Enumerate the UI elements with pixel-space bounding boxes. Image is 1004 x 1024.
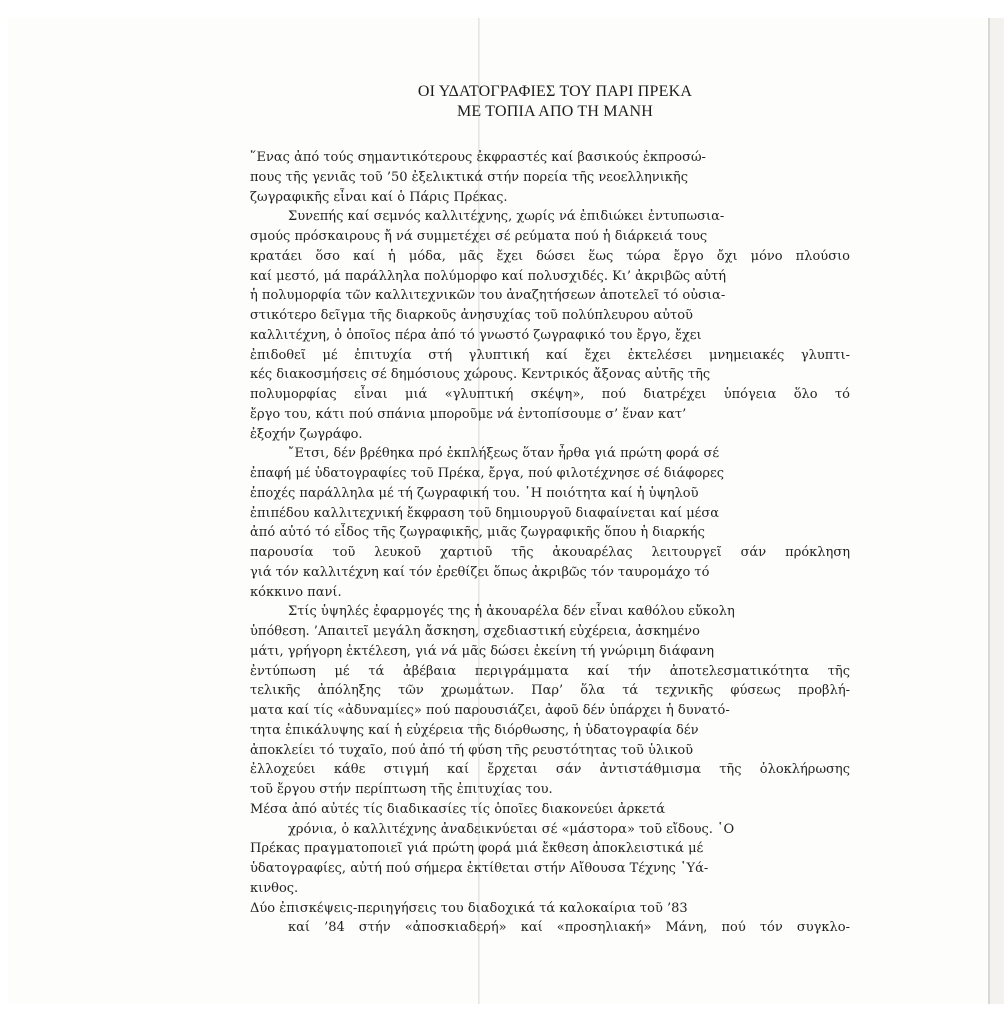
text-line: ἐπιπέδου καλλιτεχνική ἔκφραση τοῦ δημιουργοῦ διαφαίνεται καί μέσα [250, 505, 720, 521]
text-line: τητα ἐπικάλυψης καί ἡ εὐχέρεια τῆς διόρθωσης, ἡ ὑδατογραφία δέν [250, 722, 699, 738]
text-line: σμούς πρόσκαιρους ἤ νά συμμετέχει σέ ρεύματα πού ἡ διάρκειά τους [250, 229, 708, 244]
text-line: κινθος. [250, 880, 299, 896]
text-line: καί ’84 στήν «ἀποσκιαδερή» καί «προσηλιακή» Μάνη, πού τόν συγκλο- [288, 920, 850, 936]
title-line-1: ΟΙ ΥΔΑΤΟΓΡΑΦΙΕΣ ΤΟΥ ΠΑΡΙ ΠΡΕΚΑ [417, 83, 693, 100]
text-line: Συνεπής καί σεμνός καλλιτέχνης, χωρίς νά ἐπιδιώκει ἐντυπωσια- [288, 209, 725, 225]
text-line: τοῦ ἔργου στήν περίπτωση τῆς ἐπιτυχίας του. [250, 782, 553, 797]
text-line: ἀπό αὐτό τό εἶδος τῆς ζωγραφικῆς, μιᾶς ζωγραφικῆς ὅπου ἡ διαρκής [250, 525, 705, 541]
text-line: μάτι, γρήγορη ἐκτέλεση, γιά νά μᾶς δώσει ἐκείνη τή γνώριμη διάφανη [250, 643, 715, 659]
text-line: ἐξοχήν ζωγράφο. [250, 426, 363, 442]
text-line: ζωγραφικῆς εἶναι καί ὁ Πάρις Πρέκας. [250, 189, 508, 205]
text-line: ἐπιδοθεῖ μέ ἐπιτυχία στή γλυπτική καί ἔχει ἐκτελέσει μνημειακές γλυπτι- [250, 347, 850, 363]
text-line: κρατάει ὅσο καί ἡ μόδα, μᾶς ἔχει δώσει ἕως τώρα ἔργο ὄχι μόνο πλούσιο [250, 248, 850, 264]
text-line: ἐντύπωση μέ τά ἀβέβαια περιγράμματα καί τήν ἀποτελεσματικότητα τῆς [250, 663, 850, 679]
text-line: καί μεστό, μά παράλληλα πολύμορφο καί πολυσχιδές. Κι’ ἀκριβῶς αὐτή [250, 268, 726, 284]
title-line-2: ΜΕ ΤΟΠΙΑ ΑΠΟ ΤΗ ΜΑΝΗ [456, 103, 653, 120]
text-line: ἔργο του, κάτι πού σπάνια μποροῦμε νά ἐντοπίσουμε σ’ ἕναν κατ’ [250, 406, 687, 422]
text-line: ῞Ενας ἀπό τούς σημαντικότερους ἐκφραστές καί βασικούς ἐκπροσώ- [250, 150, 706, 165]
text-line: ἀποκλείει τό τυχαῖο, πού ἀπό τή φύση τῆς ρευστότητας τοῦ ὑλικοῦ [250, 742, 694, 758]
text-line: Δύο ἐπισκέψεις-περιηγήσεις του διαδοχικά τά καλοκαίρια τοῦ ’83 [250, 900, 688, 916]
page-edge [990, 18, 1004, 1004]
text-line: ἡ πολυμορφία τῶν καλλιτεχνικῶν του ἀναζητήσεων ἀποτελεῖ τό οὐσια- [250, 288, 726, 304]
text-line: ῎Ετσι, δέν βρέθηκα πρό ἐκπλήξεως ὅταν ἦρθα γιά πρώτη φορά σέ [288, 446, 720, 462]
text-line: Στίς ὑψηλές ἐφαρμογές της ἡ ἀκουαρέλα δέν εἶναι καθόλου εὔκολη [288, 604, 735, 620]
text-line: στικότερο δεῖγμα τῆς διαρκοῦς ἀνησυχίας τοῦ πολύπλευρου αὐτοῦ [250, 308, 693, 323]
text-line: ὑδατογραφίες, αὐτή πού σήμερα ἐκτίθεται στήν Αἴθουσα Τέχνης ῾Υά- [250, 861, 709, 876]
document-title [340, 82, 770, 122]
text-line: καλλιτέχνη, ὁ ὁποῖος πέρα ἀπό τό γνωστό ζωγραφικό του ἔργο, ἔχει [250, 327, 702, 343]
text-line: Πρέκας πραγματοποιεῖ γιά πρώτη φορά μιά ἔκθεση ἀποκλειστικά μέ [250, 841, 704, 857]
text-line: κές διακοσμήσεις σέ δημόσιους χώρους. Κεντρικός ἄξονας αὐτῆς τῆς [250, 367, 711, 383]
body-text [250, 148, 850, 958]
text-line: πους τῆς γενιᾶς τοῦ ’50 ἐξελικτικά στήν πορεία τῆς νεοελληνικῆς [250, 169, 688, 185]
text-line: ὑπόθεση. ’Απαιτεῖ μεγάλη ἄσκηση, σχεδιαστική εὐχέρεια, ἀσκημένο [250, 624, 700, 639]
text-line: παρουσία τοῦ λευκοῦ χαρτιοῦ τῆς ἀκουαρέλας λειτουργεῖ σάν πρόκληση [250, 545, 850, 560]
text-line: ἐπαφή μέ ὑδατογραφίες τοῦ Πρέκα, ἔργα, πού φιλοτέχνησε σέ διάφορες [250, 466, 725, 481]
text-line: Μέσα ἀπό αὐτές τίς διαδικασίες τίς ὁποῖες διακονεύει ἀρκετά [250, 801, 666, 817]
text-line: τελικῆς ἀπόληξης τῶν χρωμάτων. Παρ’ ὅλα τά τεχνικῆς φύσεως προβλή- [250, 683, 850, 699]
text-line: γιά τόν καλλιτέχνη καί τόν ἐρεθίζει ὅπως ἀκριβῶς τόν ταυρομάχο τό [250, 564, 710, 580]
text-line: πολυμορφίας εἶναι μιά «γλυπτική σκέψη», πού διατρέχει ὑπόγεια ὅλο τό [250, 387, 850, 402]
text-line: ἐποχές παράλληλα μέ τή ζωγραφική του. ῾Η ποιότητα καί ἡ ὑψηλοῦ [250, 485, 699, 501]
text-line: ἐλλοχεύει κάθε στιγμή καί ἔρχεται σάν ἀντιστάθμισμα τῆς ὁλοκλήρωσης [250, 762, 850, 778]
text-line: κόκκινο πανί. [250, 584, 342, 600]
text-line: χρόνια, ὁ καλλιτέχνης ἀναδεικνύεται σέ «μάστορα» τοῦ εἴδους. ῾Ο [288, 821, 735, 837]
text-line [250, 938, 850, 958]
text-line: ματα καί τίς «ἀδυναμίες» πού παρουσιάζει, ἀφοῦ δέν ὑπάρχει ἡ δυνατό- [250, 703, 730, 718]
